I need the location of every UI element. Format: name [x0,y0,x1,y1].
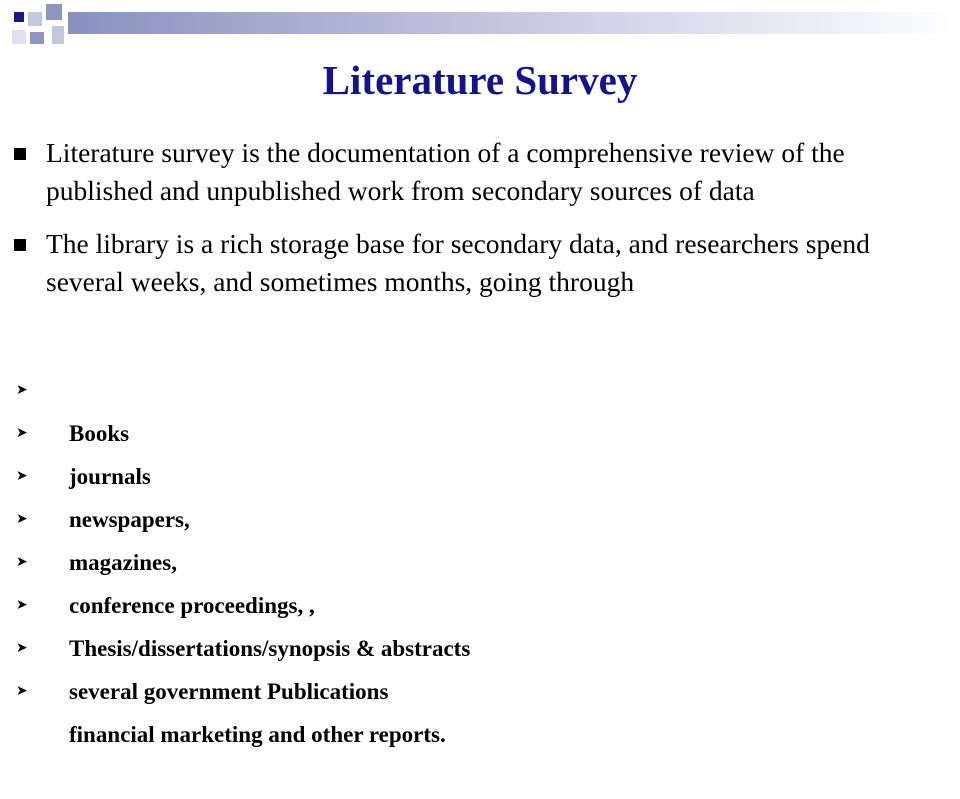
bullet-text: The library is a rich storage base for secondary data, and researchers spend several weeks, and sometimes months, going through [46,228,870,297]
arrow-bullet-icon: ➤ [16,597,28,613]
arrow-bullet-icon: ➤ [16,554,28,570]
arrow-bullet-icon: ➤ [16,683,28,699]
corner-square-light-2 [52,26,64,44]
sub-bullet-text: magazines, [69,550,177,575]
sub-bullet-item [0,541,960,618]
sub-bullet-text: Books [69,421,130,446]
arrow-bullet-icon: ➤ [16,640,28,656]
bullet-item [0,225,960,301]
sub-bullet-text: newspapers, [69,507,190,532]
sub-bullet-item [0,670,960,747]
arrow-bullet-icon: ➤ [16,425,28,441]
arrow-bullet-icon: ➤ [16,511,28,527]
sub-bullet-item [0,412,960,489]
sub-bullet-item [0,498,960,575]
sub-bullet-text: several government Publications [69,679,389,704]
sub-bullet-list [0,369,960,747]
corner-square-navy [14,12,24,22]
square-bullet-icon [14,148,26,160]
header-gradient-band [68,12,960,34]
corner-square-pale [12,30,26,44]
corner-square-mid-2 [30,32,44,44]
sub-bullet-item [0,627,960,704]
corner-square-light [28,12,42,26]
sub-bullet-item [0,369,960,446]
sub-bullet-item [0,584,960,661]
sub-bullet-text: journals [69,464,151,489]
sub-bullet-item [0,455,960,532]
arrow-bullet-icon: ➤ [16,468,28,484]
main-bullet-list [0,134,960,316]
bullet-item [0,134,960,210]
slide-title: Literature Survey [322,57,638,103]
bullet-text: Literature survey is the documentation of a comprehensive review of the published and unpublished work from secondary sources of data [46,137,845,206]
sub-bullet-text: Thesis/dissertations/synopsis & abstracts [69,636,471,661]
arrow-bullet-icon: ➤ [16,382,28,398]
square-bullet-icon [14,239,26,251]
sub-bullet-text: conference proceedings, , [69,593,315,618]
corner-square-mid [46,4,62,20]
sub-bullet-text: financial marketing and other reports. [69,722,446,747]
